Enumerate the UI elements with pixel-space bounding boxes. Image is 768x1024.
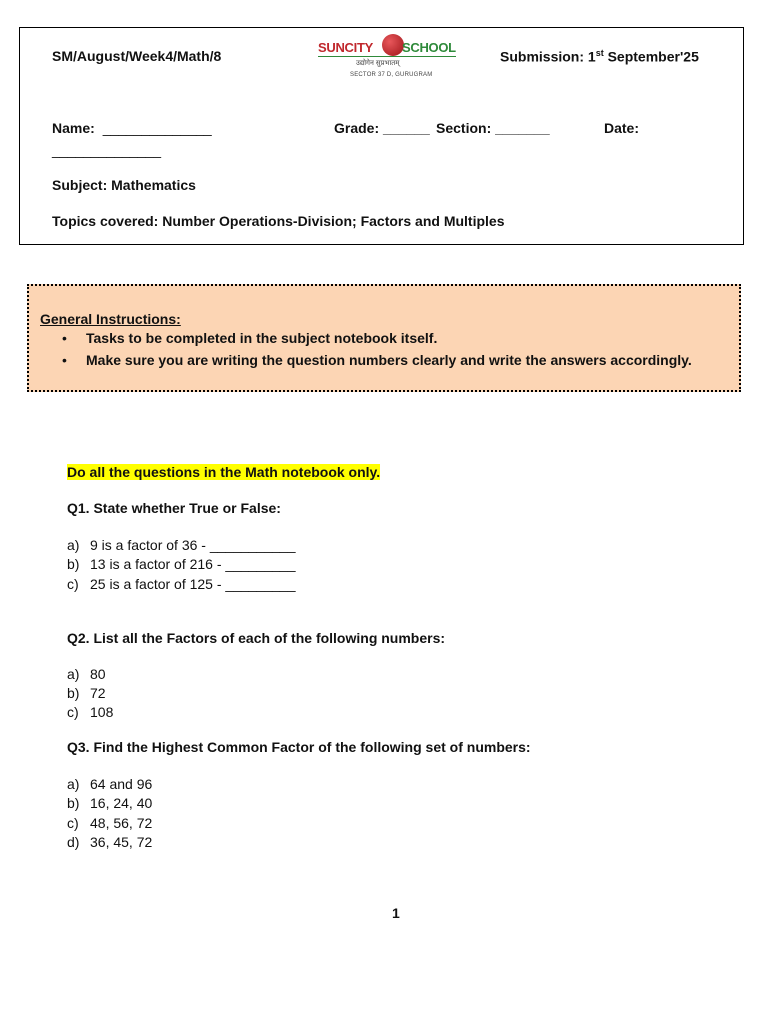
grade-field: Grade: ______: [334, 120, 430, 136]
list-item-letter: b): [67, 556, 80, 572]
list-item: 64 and 96: [90, 776, 153, 792]
page-number: 1: [392, 905, 400, 921]
list-item: 36, 45, 72: [90, 834, 153, 850]
logo-location: SECTOR 37 D, GURUGRAM: [350, 72, 433, 78]
question-2-title: Q2. List all the Factors of each of the following numbers:: [67, 630, 446, 646]
list-item-letter: c): [67, 815, 79, 831]
list-item-letter: a): [67, 537, 80, 553]
worksheet-code: SM/August/Week4/Math/8: [52, 48, 222, 64]
subject-line: Subject: Mathematics: [52, 177, 196, 193]
logo-suncity-text: SUNCITY: [318, 40, 373, 55]
list-item: 13 is a factor of 216 - _________: [90, 556, 296, 572]
submission-suffix: September'25: [603, 48, 699, 65]
notice-text: [67, 464, 380, 482]
notice-highlight: Do all the questions in the Math notebook only.: [67, 464, 381, 480]
general-instructions-box: [27, 284, 741, 392]
list-item-letter: c): [67, 704, 79, 720]
date-blank: ______________: [52, 142, 162, 158]
list-item: 16, 24, 40: [90, 795, 153, 811]
topics-line: Topics covered: Number Operations-Division; Factors and Multiples: [52, 213, 505, 229]
list-item-letter: a): [67, 776, 80, 792]
question-1-title: Q1. State whether True or False:: [67, 500, 281, 516]
list-item-letter: b): [67, 795, 80, 811]
globe-icon: [382, 34, 404, 56]
date-label: Date:: [604, 120, 640, 136]
list-item-letter: c): [67, 576, 79, 592]
submission-sup: st: [595, 48, 604, 58]
list-item: 108: [90, 704, 114, 720]
logo-underline: [318, 56, 456, 57]
bullet-icon: •: [62, 330, 67, 346]
question-3-title: Q3. Find the Highest Common Factor of the following set of numbers:: [67, 739, 531, 755]
list-item: 9 is a factor of 36 - ___________: [90, 537, 296, 553]
logo-school-text: SCHOOL: [402, 40, 456, 55]
logo-tagline: उद्योगेन सुप्रभातम्: [356, 60, 400, 67]
bullet-icon: •: [62, 352, 67, 368]
instruction-item: Make sure you are writing the question numbers clearly and write the answers accordingly.: [86, 352, 692, 368]
submission-prefix: Submission: 1: [500, 48, 596, 65]
list-item: 25 is a factor of 125 - _________: [90, 576, 296, 592]
instruction-item: Tasks to be completed in the subject notebook itself.: [86, 330, 438, 346]
school-logo: [318, 34, 458, 86]
submission-date: [500, 48, 699, 65]
list-item: 72: [90, 685, 106, 701]
section-field: Section: _______: [436, 120, 550, 136]
list-item: 48, 56, 72: [90, 815, 153, 831]
list-item-letter: d): [67, 834, 80, 850]
name-field: [52, 120, 212, 136]
instructions-title: General Instructions:: [40, 311, 181, 327]
name-blank: ______________: [102, 120, 212, 136]
list-item-letter: b): [67, 685, 80, 701]
list-item-letter: a): [67, 666, 80, 682]
name-label: Name:: [52, 120, 95, 136]
list-item: 80: [90, 666, 106, 682]
